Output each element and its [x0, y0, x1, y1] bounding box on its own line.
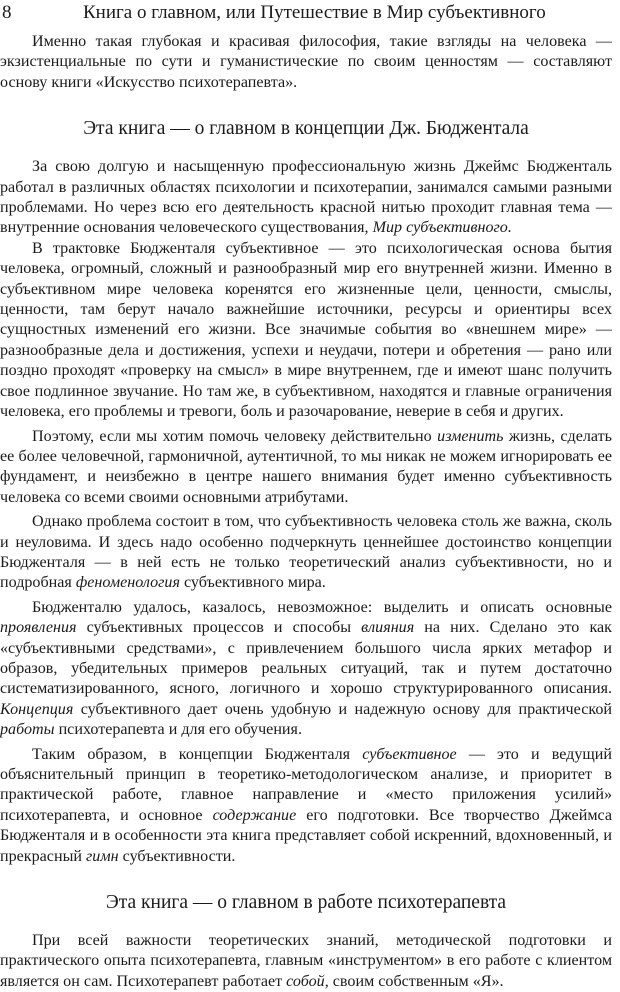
section-heading-concept: Эта книга — о главном в концепции Дж. Бюдженталa	[83, 118, 529, 140]
paragraph: В трактовке Бюдженталя субъективное — это психологическая основа бытия человека, огромный, сложный и разнообразный мир его внутренней жизни. Именно в субъективном мире человека коренятся его жизненные цели, ценности, смыслы, ценности, там берут начало важнейшие источники, ресурсы и ориентиры всех сущностных изменений его жизни. Все значимые события во «внешнем мире» — разнообразные дела и достижения, успехи и неудачи, потери и обретения — рано или поздно проходят «проверку на смысл» в мире внутреннем, где и имеют шанс получить свое подлинное звучание. Но там же, в субъективном, находятся и главные ограничения человека, его проблемы и тревоги, боль и разочарование, неверие в себя и других.	[0, 239, 612, 421]
page-header	[0, 2, 620, 26]
paragraph: За свою долгую и насыщенную профессиональную жизнь Джеймс Бюдженталь работал в различных областях психологии и психотерапии, занимался самыми разными проблемами. Но через всю его деятельность красной нитью проходит главная тема — внутренние основания человеческого существования, Мир субъективного.	[0, 158, 612, 237]
paragraph: Поэтому, если мы хотим помочь человеку действительно изменить жизнь, сделать ее более человечной, гармоничной, аутентичной, то мы никак не можем игнорировать ее фундамент, и неизбежно в центре нашего внимания будет именно субъективность человека со всеми своими основными атрибутами.	[0, 427, 613, 506]
section-heading-work: Эта книга — о главном в работе психотерапевта	[105, 892, 507, 914]
paragraph: Бюдженталю удалось, казалось, невозможное: выделить и описать основные проявления субъективных процессов и способы влияния на них. Сделано это как «субъективными средствами», с привлечением большого числа ярких метафор и образов, убедительных примеров реальных ситуаций, так и путем достаточно систематизированного, ясного, логичного и хорошо структурированного описания. Концепция субъективного дает очень удобную и надежную основу для практической работы психотерапевта и для его обучения.	[0, 598, 612, 739]
body-text	[0, 32, 612, 992]
paragraph: Таким образом, в концепции Бюдженталя субъективное — это и ведущий объяснительный принцип в теоретико-методологическом анализе, и приоритет в практической работе, главное направление и «место приложения усилий» психотерапевта, и основное содержание его подготовки. Все творчество Джеймса Бюдженталя и в особенности эта книга представляет собой искренний, вдохновенный, и прекрасный гимн субъективности.	[0, 745, 612, 865]
intro-paragraph: Именно такая глубокая и красивая философия, такие взгляды на человека — экзистенциальные по сути и гуманистические по своим ценностям — составляют основу книги «Искусство психотерапевта».	[0, 33, 612, 91]
running-title: Книга о главном, или Путешествие в Мир субъективного	[83, 2, 546, 23]
paragraph: При всей важности теоретических знаний, методической подготовки и практического опыта психотерапевта, главным «инструментом» в его работе с клиентом является он сам. Психотерапевт работает собой, своим собственным «Я».	[0, 932, 612, 990]
paragraph: Однако проблема состоит в том, что субъективность человека столь же важна, сколь и неуловима. И здесь надо особенно подчеркнуть ценнейшее достоинство концепции Бюдженталя — в ней есть не только теоретический анализ субъективности, но и подробная феноменология субъективного мира.	[0, 513, 612, 592]
page-number: 8	[2, 2, 12, 23]
